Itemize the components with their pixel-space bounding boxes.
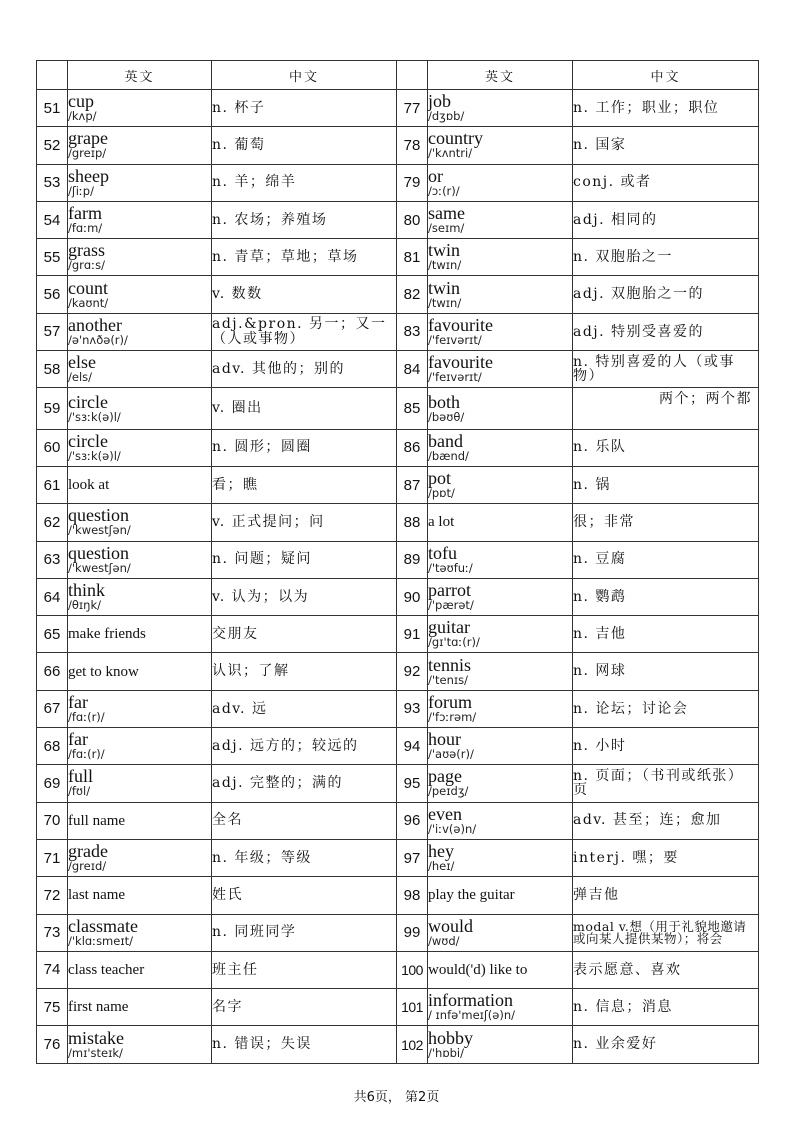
english-cell (428, 466, 573, 503)
word: same (428, 203, 465, 224)
header-english: 英文 (428, 61, 573, 90)
chinese-meaning: 姓氏 (212, 877, 397, 914)
entry-number: 87 (397, 466, 428, 503)
table-row (37, 429, 759, 466)
entry-number: 74 (37, 951, 68, 988)
entry-number: 59 (37, 388, 68, 429)
english-cell (68, 877, 212, 914)
chinese-meaning: v. 正式提问；问 (212, 504, 397, 541)
phonetic: /dʒɒb/ (428, 109, 465, 124)
table-row (37, 201, 759, 238)
phrase: first name (68, 999, 129, 1016)
chinese-meaning: n. 同班同学 (212, 914, 397, 951)
entry-number: 56 (37, 276, 68, 313)
english-cell (428, 504, 573, 541)
english-cell (68, 1026, 212, 1063)
chinese-meaning: n. 圆形；圆圈 (212, 429, 397, 466)
chinese-meaning: n. 鹦鹉 (573, 578, 759, 615)
english-cell (68, 839, 212, 876)
entry-number: 64 (37, 578, 68, 615)
phonetic: / ɪnfə'meɪʃ(ə)n/ (428, 1008, 516, 1023)
english-cell (428, 351, 573, 388)
header-english: 英文 (68, 61, 212, 90)
chinese-meaning: v. 数数 (212, 276, 397, 313)
phonetic: /twɪn/ (428, 295, 462, 310)
english-cell (68, 239, 212, 276)
table-row (37, 351, 759, 388)
entry-number: 89 (397, 541, 428, 578)
table-row (37, 388, 759, 429)
chinese-meaning: adv. 甚至；连；愈加 (573, 802, 759, 839)
table-row (37, 765, 759, 802)
word: band (428, 430, 463, 451)
chinese-meaning: adj. 完整的；满的 (212, 765, 397, 802)
entry-number: 51 (37, 90, 68, 127)
header-chinese: 中文 (212, 61, 397, 90)
entry-number: 71 (37, 839, 68, 876)
phrase: class teacher (68, 961, 145, 978)
vocabulary-table (36, 60, 759, 1064)
chinese-meaning: n. 锅 (573, 466, 759, 503)
phonetic: /'kwestʃən/ (68, 560, 131, 575)
chinese-meaning: 名字 (212, 989, 397, 1026)
phonetic: /kaʊnt/ (68, 295, 109, 310)
word: favourite (428, 314, 493, 335)
word: hour (428, 729, 461, 750)
chinese-meaning: n. 羊；绵羊 (212, 164, 397, 201)
phonetic: /fɑː(r)/ (68, 709, 105, 724)
chinese-meaning: adv. 远 (212, 690, 397, 727)
word: would (428, 915, 473, 936)
table-header-row (37, 61, 759, 90)
english-cell (428, 1026, 573, 1063)
word: another (68, 314, 122, 335)
english-cell (68, 951, 212, 988)
chinese-meaning: adj. 相同的 (573, 201, 759, 238)
entry-number: 73 (37, 914, 68, 951)
chinese-meaning: adv. 其他的；别的 (212, 351, 397, 388)
chinese-meaning: 认识；了解 (212, 653, 397, 690)
entry-number: 80 (397, 201, 428, 238)
chinese-meaning: n. 工作；职业；职位 (573, 90, 759, 127)
word: mistake (68, 1027, 124, 1048)
entry-number: 79 (397, 164, 428, 201)
phonetic: /grɑːs/ (68, 258, 105, 273)
phonetic: /gɪ'tɑː(r)/ (428, 635, 480, 650)
entry-number: 68 (37, 728, 68, 765)
word: hobby (428, 1027, 473, 1048)
chinese-meaning: n. 杯子 (212, 90, 397, 127)
english-cell (428, 541, 573, 578)
entry-number: 65 (37, 616, 68, 653)
word: tofu (428, 542, 457, 563)
phonetic: /els/ (68, 370, 93, 385)
english-cell (428, 914, 573, 951)
english-cell (428, 616, 573, 653)
entry-number: 82 (397, 276, 428, 313)
word: twin (428, 240, 461, 261)
chinese-meaning: n. 青草；草地；草场 (212, 239, 397, 276)
entry-number: 66 (37, 653, 68, 690)
entry-number: 99 (397, 914, 428, 951)
english-cell (428, 164, 573, 201)
table-row (37, 578, 759, 615)
word: count (68, 277, 108, 298)
word: country (428, 128, 483, 149)
header-chinese: 中文 (573, 61, 759, 90)
entry-number: 93 (397, 690, 428, 727)
chinese-meaning: 表示愿意、喜欢 (573, 951, 759, 988)
chinese-meaning: n. 论坛；讨论会 (573, 690, 759, 727)
phonetic: /fɑː(r)/ (68, 747, 105, 762)
english-cell (68, 388, 212, 429)
english-cell (68, 90, 212, 127)
phonetic: /'kʌntri/ (428, 146, 473, 161)
entry-number: 70 (37, 802, 68, 839)
english-cell (68, 802, 212, 839)
phonetic: /'hɒbi/ (428, 1045, 464, 1060)
entry-number: 85 (397, 388, 428, 429)
entry-number: 69 (37, 765, 68, 802)
word: page (428, 766, 462, 787)
phonetic: /'feɪvərɪt/ (428, 332, 482, 347)
chinese-meaning: n. 葡萄 (212, 127, 397, 164)
phrase: look at (68, 477, 110, 494)
word: sheep (68, 165, 109, 186)
table-row (37, 839, 759, 876)
entry-number: 96 (397, 802, 428, 839)
english-cell (428, 989, 573, 1026)
phrase: play the guitar (428, 887, 515, 904)
entry-number: 61 (37, 466, 68, 503)
word: circle (68, 430, 108, 451)
english-cell (428, 388, 573, 429)
table-row (37, 313, 759, 350)
entry-number: 53 (37, 164, 68, 201)
english-cell (428, 127, 573, 164)
chinese-meaning: modal v.想（用于礼貌地邀请或向某人提供某物）；将会 (573, 914, 759, 951)
english-cell (68, 466, 212, 503)
word: pot (428, 468, 452, 489)
phonetic: /ə'nʌðə(r)/ (68, 332, 128, 347)
header-number (397, 61, 428, 90)
chinese-meaning: n. 双胞胎之一 (573, 239, 759, 276)
word: think (68, 580, 106, 600)
chinese-meaning: 全名 (212, 802, 397, 839)
entry-number: 90 (397, 578, 428, 615)
entry-number: 55 (37, 239, 68, 276)
phrase: get to know (68, 663, 139, 680)
phrase: make friends (68, 626, 146, 643)
entry-number: 100 (397, 951, 428, 988)
entry-number: 77 (397, 90, 428, 127)
word: far (68, 729, 88, 750)
phonetic: /greɪp/ (68, 146, 107, 161)
english-cell (428, 578, 573, 615)
chinese-meaning: 很；非常 (573, 504, 759, 541)
phonetic: /pɒt/ (428, 486, 455, 501)
phonetic: /'feɪvərɪt/ (428, 370, 482, 385)
word: else (68, 352, 96, 373)
entry-number: 62 (37, 504, 68, 541)
phonetic: /bəʊθ/ (428, 409, 465, 424)
word: far (68, 691, 88, 712)
table-row (37, 239, 759, 276)
table-row (37, 802, 759, 839)
phonetic: /'pærət/ (428, 598, 474, 612)
chinese-meaning: adj. 双胞胎之一的 (573, 276, 759, 313)
word: hey (428, 841, 454, 862)
entry-number: 95 (397, 765, 428, 802)
table-row (37, 504, 759, 541)
phonetic: /'tenɪs/ (428, 672, 469, 687)
word: twin (428, 277, 461, 298)
entry-number: 83 (397, 313, 428, 350)
word: information (428, 990, 513, 1011)
phonetic: /twɪn/ (428, 258, 462, 273)
entry-number: 67 (37, 690, 68, 727)
chinese-meaning: n. 农场；养殖场 (212, 201, 397, 238)
word: question (68, 505, 129, 526)
phonetic: /ʃiːp/ (68, 183, 94, 198)
table-row (37, 90, 759, 127)
english-cell (428, 877, 573, 914)
word: or (428, 165, 443, 186)
phonetic: /fʊl/ (68, 784, 91, 799)
english-cell (428, 653, 573, 690)
word: grass (68, 240, 105, 261)
entry-number: 102 (397, 1026, 428, 1063)
english-cell (68, 616, 212, 653)
phrase: a lot (428, 514, 455, 531)
english-cell (428, 276, 573, 313)
english-cell (68, 765, 212, 802)
word: full (68, 766, 93, 787)
entry-number: 92 (397, 653, 428, 690)
entry-number: 54 (37, 201, 68, 238)
chinese-meaning: n. 小时 (573, 728, 759, 765)
english-cell (428, 313, 573, 350)
phonetic: /kʌp/ (68, 109, 97, 124)
word: forum (428, 691, 472, 712)
entry-number: 97 (397, 839, 428, 876)
english-cell (68, 276, 212, 313)
word: tennis (428, 654, 471, 675)
english-cell (428, 429, 573, 466)
english-cell (68, 201, 212, 238)
header-number (37, 61, 68, 90)
word: circle (68, 391, 108, 412)
chinese-meaning: adj. 特别受喜爱的 (573, 313, 759, 350)
phonetic: /'sɜːk(ə)l/ (68, 448, 121, 463)
chinese-meaning: 两个；两个都 (573, 388, 759, 429)
english-cell (68, 429, 212, 466)
english-cell (68, 690, 212, 727)
table-row (37, 616, 759, 653)
phonetic: /θɪŋk/ (68, 598, 102, 612)
entry-number: 60 (37, 429, 68, 466)
phonetic: /heɪ/ (428, 859, 455, 874)
entry-number: 98 (397, 877, 428, 914)
table-row (37, 914, 759, 951)
english-cell (68, 914, 212, 951)
word: cup (68, 91, 94, 112)
phonetic: /mɪ'steɪk/ (68, 1045, 123, 1060)
chinese-meaning: conj. 或者 (573, 164, 759, 201)
table-row (37, 989, 759, 1026)
table-row (37, 877, 759, 914)
chinese-meaning: adj.&pron. 另一；又一（人或事物） (212, 313, 397, 350)
chinese-meaning: v. 圈出 (212, 388, 397, 429)
table-row (37, 541, 759, 578)
english-cell (428, 765, 573, 802)
word: farm (68, 203, 102, 224)
english-cell (68, 541, 212, 578)
word: both (428, 391, 461, 412)
phonetic: /'fɔːrəm/ (428, 709, 477, 724)
phrase: last name (68, 887, 126, 904)
phonetic: /bænd/ (428, 448, 469, 463)
chinese-meaning: n. 网球 (573, 653, 759, 690)
chinese-meaning: n. 年级；等级 (212, 839, 397, 876)
phonetic: /greɪd/ (68, 859, 107, 874)
table-row (37, 466, 759, 503)
chinese-meaning: n. 乐队 (573, 429, 759, 466)
chinese-meaning: 看；瞧 (212, 466, 397, 503)
table-row (37, 728, 759, 765)
chinese-meaning: n. 错误；失误 (212, 1026, 397, 1063)
page-footer: 共6页， 第2页 (353, 1090, 440, 1105)
english-cell (68, 351, 212, 388)
chinese-meaning: n. 业余爱好 (573, 1026, 759, 1063)
table-row (37, 1026, 759, 1063)
word: favourite (428, 352, 493, 373)
chinese-meaning: v. 认为；以为 (212, 578, 397, 615)
english-cell (68, 578, 212, 615)
word: job (428, 91, 452, 112)
phonetic: /fɑːm/ (68, 221, 103, 236)
entry-number: 57 (37, 313, 68, 350)
chinese-meaning: n. 国家 (573, 127, 759, 164)
word: grape (68, 128, 108, 149)
entry-number: 76 (37, 1026, 68, 1063)
phonetic: /'iːv(ə)n/ (428, 821, 477, 836)
table-row (37, 276, 759, 313)
english-cell (68, 164, 212, 201)
chinese-meaning: 交朋友 (212, 616, 397, 653)
english-cell (428, 239, 573, 276)
phrase: would('d) like to (428, 961, 528, 978)
word: even (428, 803, 462, 824)
english-cell (68, 728, 212, 765)
phonetic: /seɪm/ (428, 221, 465, 236)
chinese-meaning: n. 问题；疑问 (212, 541, 397, 578)
entry-number: 88 (397, 504, 428, 541)
entry-number: 91 (397, 616, 428, 653)
english-cell (428, 802, 573, 839)
entry-number: 52 (37, 127, 68, 164)
table-row (37, 951, 759, 988)
chinese-meaning: adj. 远方的；较远的 (212, 728, 397, 765)
english-cell (428, 839, 573, 876)
phonetic: /'klɑːsmeɪt/ (68, 933, 133, 948)
entry-number: 81 (397, 239, 428, 276)
entry-number: 86 (397, 429, 428, 466)
chinese-meaning: interj. 嘿；要 (573, 839, 759, 876)
chinese-meaning: n. 豆腐 (573, 541, 759, 578)
chinese-meaning: n. 信息；消息 (573, 989, 759, 1026)
entry-number: 72 (37, 877, 68, 914)
english-cell (428, 690, 573, 727)
english-cell (68, 504, 212, 541)
table-row (37, 653, 759, 690)
phonetic: /wʊd/ (428, 933, 460, 948)
entry-number: 101 (397, 989, 428, 1026)
chinese-meaning: n. 页面；（书刊或纸张）页 (573, 765, 759, 802)
table-row (37, 690, 759, 727)
chinese-meaning: n. 特别喜爱的人（或事物） (573, 351, 759, 388)
english-cell (68, 653, 212, 690)
entry-number: 78 (397, 127, 428, 164)
phonetic: /'təʊfuː/ (428, 560, 473, 575)
english-cell (428, 90, 573, 127)
phonetic: /peɪdʒ/ (428, 784, 469, 799)
english-cell (428, 951, 573, 988)
table-row (37, 164, 759, 201)
chinese-meaning: 班主任 (212, 951, 397, 988)
english-cell (428, 201, 573, 238)
english-cell (68, 313, 212, 350)
entry-number: 58 (37, 351, 68, 388)
phonetic: /'aʊə(r)/ (428, 747, 474, 762)
word: classmate (68, 915, 138, 936)
entry-number: 84 (397, 351, 428, 388)
english-cell (428, 728, 573, 765)
table-row (37, 127, 759, 164)
phrase: full name (68, 812, 126, 829)
entry-number: 75 (37, 989, 68, 1026)
chinese-meaning: n. 吉他 (573, 616, 759, 653)
chinese-meaning: 弹吉他 (573, 877, 759, 914)
word: parrot (428, 580, 471, 600)
entry-number: 63 (37, 541, 68, 578)
word: grade (68, 841, 108, 862)
phonetic: /'sɜːk(ə)l/ (68, 409, 121, 424)
english-cell (68, 127, 212, 164)
phonetic: /'kwestʃən/ (68, 523, 131, 538)
word: guitar (428, 617, 470, 638)
phonetic: /ɔː(r)/ (428, 183, 460, 198)
entry-number: 94 (397, 728, 428, 765)
english-cell (68, 989, 212, 1026)
word: question (68, 542, 129, 563)
